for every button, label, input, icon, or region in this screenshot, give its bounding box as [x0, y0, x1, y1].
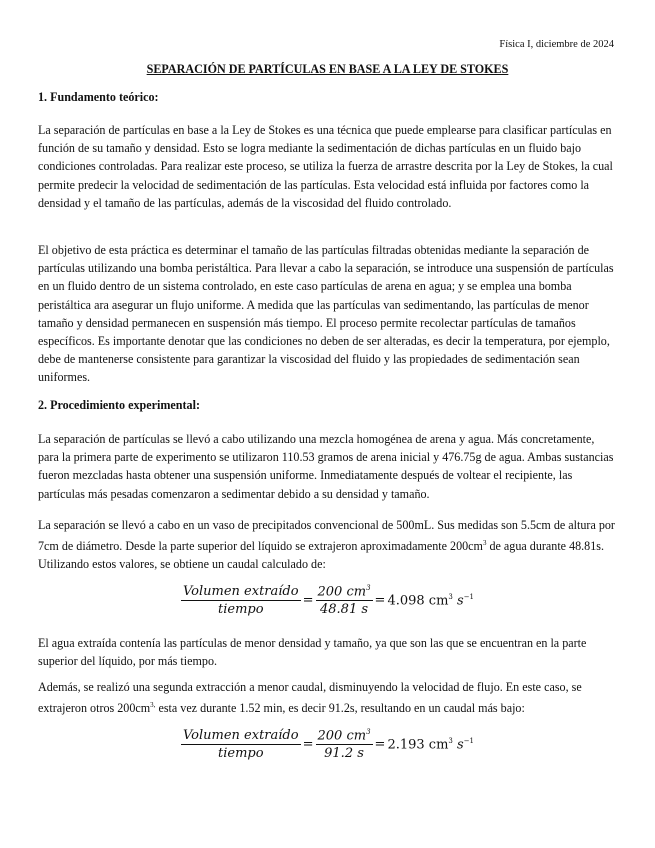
formula-caudal-2 — [0, 728, 655, 761]
paragraph-text — [38, 678, 618, 717]
equals-sign: = — [374, 593, 386, 609]
formula-result — [387, 593, 474, 608]
equals-sign: = — [302, 737, 314, 753]
header-note: Física I, diciembre de 2024 — [499, 39, 614, 50]
document-title: SEPARACIÓN DE PARTÍCULAS EN BASE A LA LEY DE STOKES — [146, 62, 509, 76]
paragraph-text: La separación de partículas en base a la Ley de Stokes es una técnica que puede emplearse para clasificar partículas en función de su tamaño y densidad. Esto se logra mediante la sedimentación de dichas partículas en un fluido bajo condiciones controladas. Para realizar este proceso, se utiliza la fuerza de arrastre descrita por la Ley de Stokes, la cual permite predecir la velocidad de sedimentación de las partículas. Esta velocidad está influida por factores como la densidad y el tamaño de las partículas, además de la viscosidad del fluido controlado. — [38, 123, 613, 210]
paragraph-text: La separación de partículas se llevó a cabo utilizando una mezcla homogénea de arena y agua. Más concretamente, para la primera parte de experimento se utilizaron 110.53 gramos de arena inicial y 476.75g de agua. Ambas sustancias fueron mezcladas hasta obtener una suspensión uniforme. Inmediatamente después de voltear el recipiente, las partículas más pesadas comenzaron a sedimentar debido a su densidad y tamaño. — [38, 432, 614, 501]
fraction-numerator — [316, 728, 373, 745]
result-value: 4.098 cm — [387, 593, 449, 609]
paragraph-fundamento-1 — [38, 121, 618, 212]
fraction-denominator: 91.2 s — [324, 746, 364, 762]
superscript: 3 — [448, 593, 453, 601]
fraction-numerator: Volumen extraído — [182, 728, 299, 743]
formula-result — [387, 737, 474, 752]
fraction-volume-time — [181, 584, 301, 617]
superscript: 3 — [482, 539, 487, 548]
paragraph-text — [38, 516, 618, 574]
result-value: 2.193 cm — [387, 737, 449, 753]
text-run: La separación se llevó a cabo en un vaso de precipitados convencional de 500mL. Sus medidas son 5.5cm de altura por 7cm de diámetro. Desde la parte superior del líquido se extrajeron aproximadamente 200cm — [38, 518, 615, 554]
fraction-volume-time — [181, 728, 301, 761]
fraction-numerator: Volumen extraído — [182, 584, 299, 599]
fraction-values — [316, 584, 373, 617]
formula-caudal-1 — [0, 584, 655, 617]
paragraph-procedimiento-4 — [38, 678, 618, 717]
fraction-values — [316, 728, 373, 761]
fraction-numerator — [316, 584, 373, 601]
paragraph-fundamento-2 — [38, 241, 618, 387]
text-run: de agua durante 48.81s. Utilizando estos valores, se obtiene un caudal calculado de: — [38, 539, 605, 572]
superscript: 3 — [448, 737, 453, 745]
value: 200 cm — [317, 728, 367, 744]
equals-sign: = — [302, 593, 314, 609]
paragraph-text: El objetivo de esta práctica es determinar el tamaño de las partículas filtradas obtenidas mediante la separación de partículas utilizando una bomba peristáltica. Para llevar a cabo la separación, se introduce una suspensión de partículas en un fluido dentro de un sistema controlado, en este caso partículas de arena en agua; y se emplea una bomba peristáltica ara asegurar un flujo uniforme. A medida que las partículas van sedimentando, las partículas de menor tamaño y densidad permanecen en suspensión más tiempo. El proceso permite recolectar partículas de tamaños específicos. Es importante denotar que las condiciones no deben de ser alteradas, es decir la temperatura, por ejemplo, debe de mantenerse consistente para garantizar la viscosidad del fluido y las propiedades de sedimentación sean uniformes. — [38, 243, 614, 385]
superscript: −1 — [463, 737, 475, 745]
superscript: −1 — [463, 593, 475, 601]
result-unit: s — [452, 737, 464, 753]
superscript: 3, — [150, 701, 156, 710]
fraction-denominator: 48.81 s — [320, 602, 369, 618]
superscript: 3 — [366, 584, 371, 592]
fraction-denominator: tiempo — [218, 602, 264, 617]
section-heading-fundamento: 1. Fundamento teórico: — [38, 90, 159, 104]
equals-sign: = — [374, 737, 386, 753]
section-heading-procedimiento: 2. Procedimiento experimental: — [38, 398, 200, 412]
paragraph-text: El agua extraída contenía las partículas de menor densidad y tamaño, ya que son las que se encuentran en la parte superior del líquido, por más tiempo. — [38, 636, 587, 669]
text-run: Además, se realizó una segunda extracción a menor caudal, disminuyendo la velocidad de flujo. En este caso, se extrajeron otros 200cm — [38, 680, 582, 716]
paragraph-procedimiento-2 — [38, 516, 618, 574]
result-unit: s — [452, 593, 464, 609]
paragraph-procedimiento-1 — [38, 430, 618, 503]
paragraph-procedimiento-3 — [38, 634, 618, 670]
value: 200 cm — [317, 584, 367, 600]
text-run: esta vez durante 1.52 min, es decir 91.2s, resultando en un caudal más bajo: — [155, 701, 525, 716]
superscript: 3 — [366, 728, 371, 736]
fraction-denominator: tiempo — [218, 746, 264, 761]
